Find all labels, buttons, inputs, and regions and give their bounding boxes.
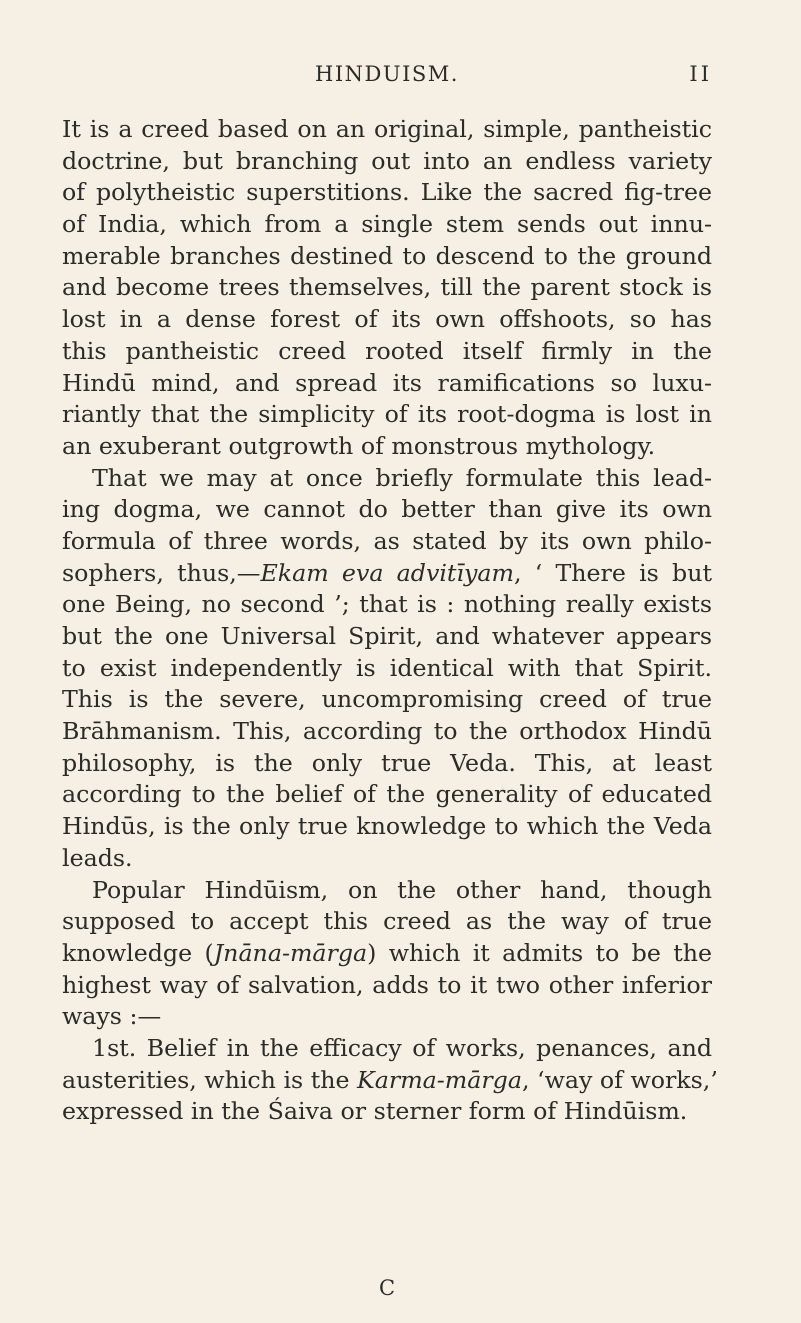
text-line bbox=[62, 114, 712, 146]
text-line bbox=[62, 1001, 712, 1033]
text-line bbox=[62, 431, 712, 463]
text-segment: supposed to accept this creed as the way of true bbox=[62, 907, 712, 936]
text-segment: Brāhmanism. This, according to the orthodox Hindū bbox=[62, 717, 712, 746]
text-segment: That we may at once briefly formulate this lead- bbox=[92, 463, 712, 492]
book-page bbox=[62, 0, 718, 1323]
text-segment: one Being, no second ’; that is : nothing really exists bbox=[62, 590, 712, 619]
text-segment: but the one Universal Spirit, and whatever appears bbox=[62, 622, 712, 650]
text-segment: formula of three words, as stated by its own philo- bbox=[62, 526, 712, 555]
text-segment: philosophy, is the only true Veda. This, at least bbox=[62, 748, 712, 777]
text-line bbox=[62, 399, 712, 431]
text-segment: of India, which from a single stem sends out innu- bbox=[62, 210, 712, 239]
text-line bbox=[62, 970, 712, 1002]
text-segment: according to the belief of the generality of educated bbox=[62, 780, 712, 809]
text-line bbox=[62, 494, 712, 526]
text-line bbox=[62, 1033, 712, 1065]
text-line bbox=[62, 748, 712, 780]
body-text bbox=[62, 114, 718, 1128]
text-segment: of polytheistic superstitions. Like the sacred fig-tree bbox=[62, 178, 712, 207]
signature-mark: C bbox=[378, 1276, 396, 1300]
text-segment: an exuberant outgrowth of monstrous mythology. bbox=[62, 431, 656, 460]
text-line bbox=[62, 653, 712, 685]
italic-term: Karma-mārga bbox=[357, 1065, 522, 1094]
text-line bbox=[62, 304, 712, 336]
text-line bbox=[62, 177, 712, 209]
text-line bbox=[62, 526, 712, 558]
text-segment: ) which it admits to be the bbox=[367, 938, 712, 967]
text-line bbox=[62, 272, 712, 304]
text-line bbox=[62, 368, 712, 400]
italic-term: Ekam eva advitīyam bbox=[260, 558, 514, 587]
text-line bbox=[62, 875, 712, 907]
text-segment: It is a creed based on an original, simple, pantheistic bbox=[62, 115, 712, 143]
text-line bbox=[62, 209, 712, 241]
text-line bbox=[62, 716, 712, 748]
text-segment: doctrine, but branching out into an endless variety bbox=[62, 146, 712, 175]
running-head bbox=[62, 62, 712, 92]
text-segment: leads. bbox=[62, 843, 133, 872]
text-segment: This is the severe, uncompromising creed of true bbox=[62, 685, 712, 714]
text-line bbox=[62, 938, 712, 970]
text-segment: riantly that the simplicity of its root-dogma is lost in bbox=[62, 400, 712, 429]
text-segment: and become trees themselves, till the parent stock is bbox=[62, 273, 712, 302]
text-segment: austerities, which is the bbox=[62, 1065, 358, 1094]
text-line bbox=[62, 1065, 718, 1097]
text-segment: ways :— bbox=[62, 1002, 162, 1031]
text-segment: , ‘ There is but bbox=[513, 558, 712, 587]
text-segment: sophers, thus,— bbox=[62, 558, 261, 587]
text-line bbox=[62, 146, 712, 178]
text-segment: to exist independently is identical with that Spirit. bbox=[62, 653, 712, 682]
text-segment: knowledge ( bbox=[62, 938, 214, 967]
text-segment: highest way of salvation, adds to it two other inferior bbox=[62, 970, 712, 999]
text-segment: , ‘way of works,’ bbox=[521, 1065, 718, 1094]
text-segment: Hindū mind, and spread its ramifications so luxu- bbox=[62, 368, 712, 397]
text-segment: merable branches destined to descend to the ground bbox=[62, 241, 712, 270]
text-line bbox=[62, 336, 712, 368]
page-number: II bbox=[689, 62, 712, 86]
text-line bbox=[62, 684, 712, 716]
text-line bbox=[62, 463, 712, 495]
text-line bbox=[62, 589, 712, 621]
italic-term: Jnāna-mārga bbox=[213, 938, 368, 967]
text-segment: lost in a dense forest of its own offshoots, so has bbox=[62, 305, 712, 334]
text-line bbox=[62, 558, 712, 590]
text-line bbox=[62, 241, 712, 273]
text-segment: Popular Hindūism, on the other hand, though bbox=[92, 875, 712, 904]
text-segment: 1st. Belief in the efficacy of works, penances, and bbox=[92, 1033, 712, 1062]
text-line bbox=[62, 621, 712, 653]
text-segment: ing dogma, we cannot do better than give its own bbox=[62, 495, 712, 524]
text-line bbox=[62, 811, 712, 843]
text-line bbox=[62, 779, 712, 811]
text-segment: expressed in the Śaiva or sterner form of Hindūism. bbox=[62, 1097, 688, 1126]
text-segment: Hindūs, is the only true knowledge to which the Veda bbox=[62, 812, 712, 841]
running-title: HINDUISM. bbox=[315, 62, 459, 86]
text-line bbox=[62, 906, 712, 938]
text-line bbox=[62, 843, 712, 875]
text-line bbox=[62, 1096, 712, 1128]
text-segment: this pantheistic creed rooted itself firmly in the bbox=[62, 336, 712, 365]
